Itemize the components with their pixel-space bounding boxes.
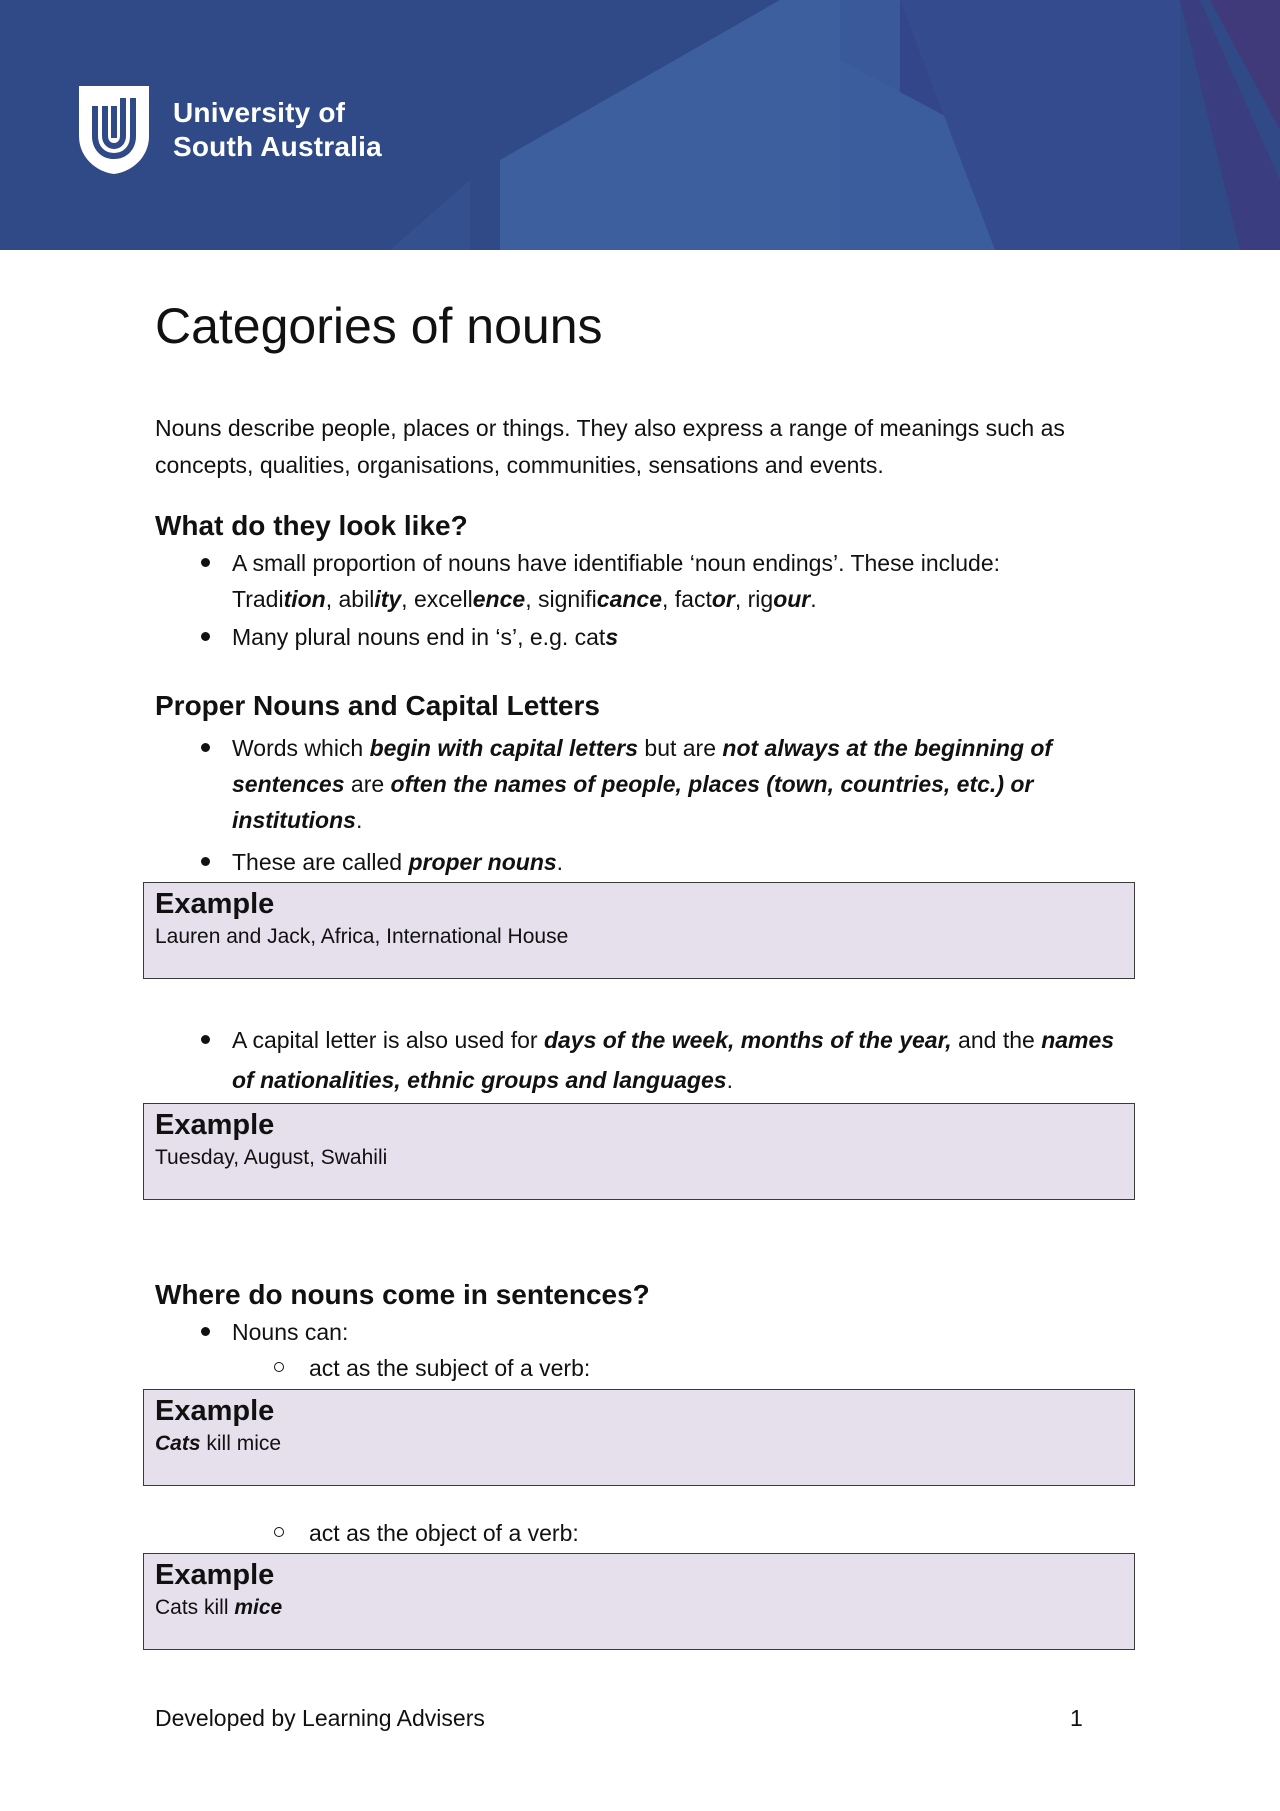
bullet-icon bbox=[201, 743, 210, 752]
example-text: Cats kill mice bbox=[155, 1596, 283, 1619]
example-box-days-months bbox=[143, 1103, 1135, 1200]
sub-bullet-icon bbox=[274, 1362, 284, 1372]
header-banner bbox=[0, 0, 1280, 250]
example-text: Lauren and Jack, Africa, International House bbox=[155, 925, 569, 948]
example-title: Example bbox=[155, 888, 275, 920]
list-item-noun-endings bbox=[232, 545, 1000, 617]
example-box-subject bbox=[143, 1389, 1135, 1486]
bullet-icon bbox=[201, 1035, 210, 1044]
sub-item-object: act as the object of a verb: bbox=[309, 1515, 579, 1551]
list-item-plural: Many plural nouns end in ‘s’, e.g. cats bbox=[232, 619, 618, 655]
list-item-proper-nouns: These are called proper nouns. bbox=[232, 844, 563, 880]
list-item-capital-letters: Words which begin with capital letters but are not always at the beginning of sentences are often the names of people, places (town, countries, etc.) or institutions. bbox=[232, 730, 1132, 838]
page-title: Categories of nouns bbox=[155, 298, 603, 354]
intro-line-2: concepts, qualities, organisations, communities, sensations and events. bbox=[155, 452, 884, 478]
example-text: Cats kill mice bbox=[155, 1432, 282, 1455]
sub-item-subject: act as the subject of a verb: bbox=[309, 1350, 590, 1386]
list-item-nouns-can: Nouns can: bbox=[232, 1314, 348, 1350]
noun-endings-examples: Tradition, ability, excellence, significance, factor, rigour. bbox=[232, 586, 817, 612]
logo-line-2: South Australia bbox=[173, 131, 382, 162]
sub-bullet-icon bbox=[274, 1527, 284, 1537]
shield-logo-icon bbox=[77, 84, 151, 176]
footer-credit: Developed by Learning Advisers bbox=[155, 1705, 485, 1731]
list-item-days-months: A capital letter is also used for days of the week, months of the year, and the names of nationalities, ethnic groups and languages. bbox=[232, 1022, 1132, 1098]
example-box-object bbox=[143, 1553, 1135, 1650]
example-title: Example bbox=[155, 1109, 275, 1141]
section-heading-sentences: Where do nouns come in sentences? bbox=[155, 1279, 650, 1310]
university-logo[interactable] bbox=[77, 84, 382, 176]
university-name bbox=[173, 96, 382, 164]
page-number: 1 bbox=[1070, 1705, 1083, 1731]
bullet-icon bbox=[201, 558, 210, 567]
example-text: Tuesday, August, Swahili bbox=[155, 1146, 388, 1169]
example-title: Example bbox=[155, 1559, 275, 1591]
section-heading-look: What do they look like? bbox=[155, 510, 468, 541]
bullet-icon bbox=[201, 1327, 210, 1336]
example-box-proper-nouns bbox=[143, 882, 1135, 979]
section-heading-proper-nouns: Proper Nouns and Capital Letters bbox=[155, 690, 600, 721]
intro-line-1: Nouns describe people, places or things. They also express a range of meanings such as bbox=[155, 415, 1065, 441]
example-title: Example bbox=[155, 1395, 275, 1427]
noun-endings-intro: A small proportion of nouns have identifiable ‘noun endings’. These include: bbox=[232, 550, 1001, 576]
bullet-icon bbox=[201, 857, 210, 866]
logo-line-1: University of bbox=[173, 97, 346, 128]
bullet-icon bbox=[201, 632, 210, 641]
